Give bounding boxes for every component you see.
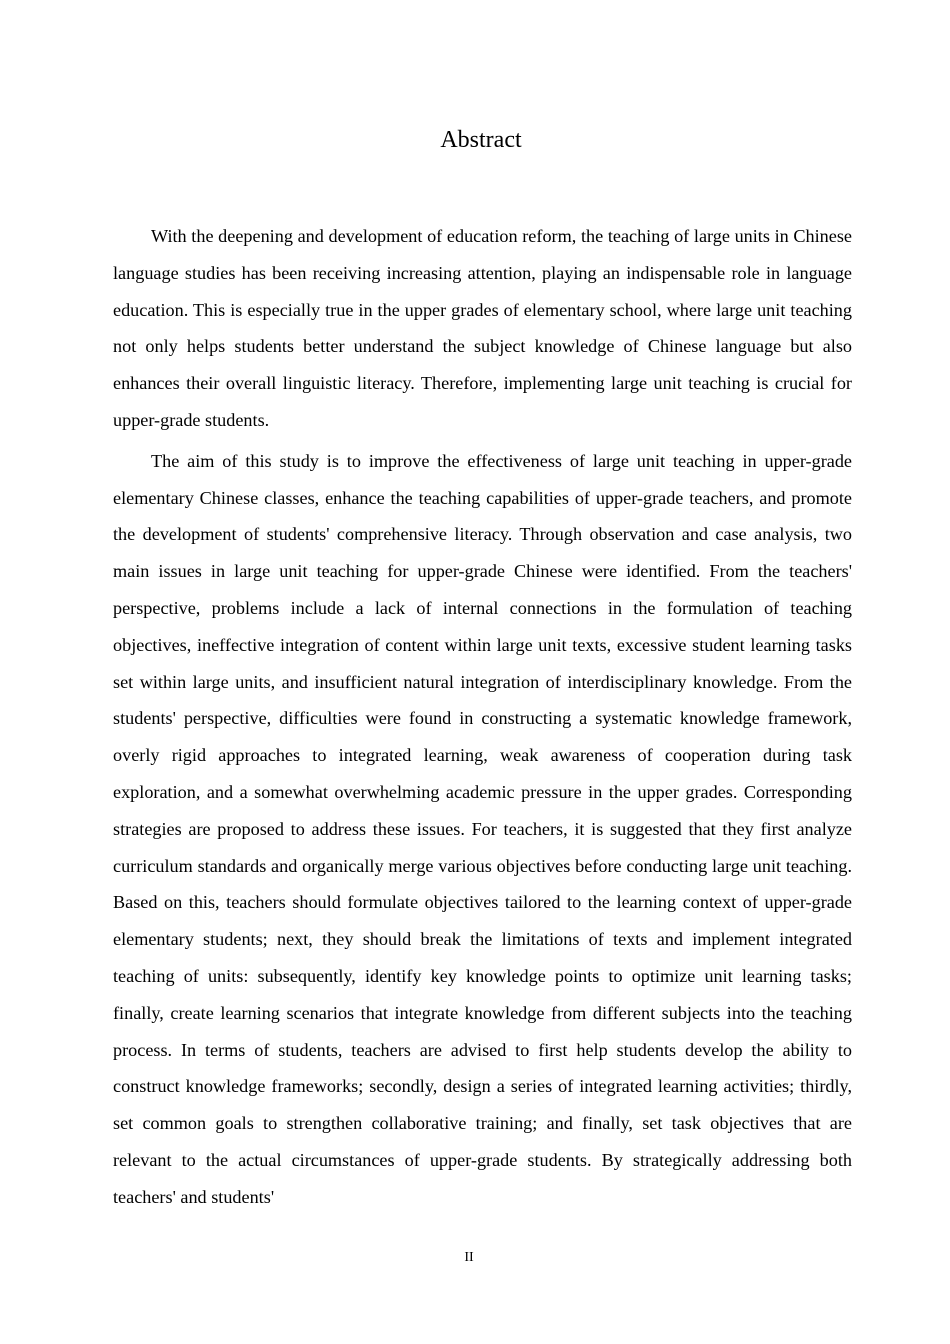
abstract-body bbox=[113, 218, 852, 1216]
abstract-paragraph-1: With the deepening and development of education reform, the teaching of large units in Chinese language studies has been receiving increasing attention, playing an indispensable role in language education. This is especially true in the upper grades of elementary school, where large unit teaching not only helps students better understand the subject knowledge of Chinese language but also enhances their overall linguistic literacy. Therefore, implementing large unit teaching is crucial for upper-grade students. bbox=[113, 226, 852, 430]
page-title: Abstract bbox=[440, 127, 522, 153]
page-number: II bbox=[464, 1250, 474, 1265]
abstract-paragraph-2: The aim of this study is to improve the effectiveness of large unit teaching in upper-grade elementary Chinese classes, enhance the teaching capabilities of upper-grade teachers, and promote the development of students' comprehensive literacy. Through observation and case analysis, two main issues in large unit teaching for upper-grade Chinese were identified. From the teachers' perspective, problems include a lack of internal connections in the formulation of teaching objectives, ineffective integration of content within large unit texts, excessive student learning tasks set within large units, and insufficient natural integration of interdisciplinary knowledge. From the students' perspective, difficulties were found in constructing a systematic knowledge framework, overly rigid approaches to integrated learning, weak awareness of cooperation during task exploration, and a somewhat overwhelming academic pressure in the upper grades. Corresponding strategies are proposed to address these issues. For teachers, it is suggested that they first analyze curriculum standards and organically merge various objectives before conducting large unit teaching. Based on this, teachers should formulate objectives tailored to the learning context of upper-grade elementary students; next, they should break the limitations of texts and implement integrated teaching of units: subsequently, identify key knowledge points to optimize unit learning tasks; finally, create learning scenarios that integrate knowledge from different subjects into the teaching process. In terms of students, teachers are advised to first help students develop the ability to construct knowledge frameworks; secondly, design a series of integrated learning activities; thirdly, set common goals to strengthen collaborative training; and finally, set task objectives that are relevant to the actual circumstances of upper-grade students. By strategically addressing both teachers' and students' bbox=[113, 450, 852, 1207]
